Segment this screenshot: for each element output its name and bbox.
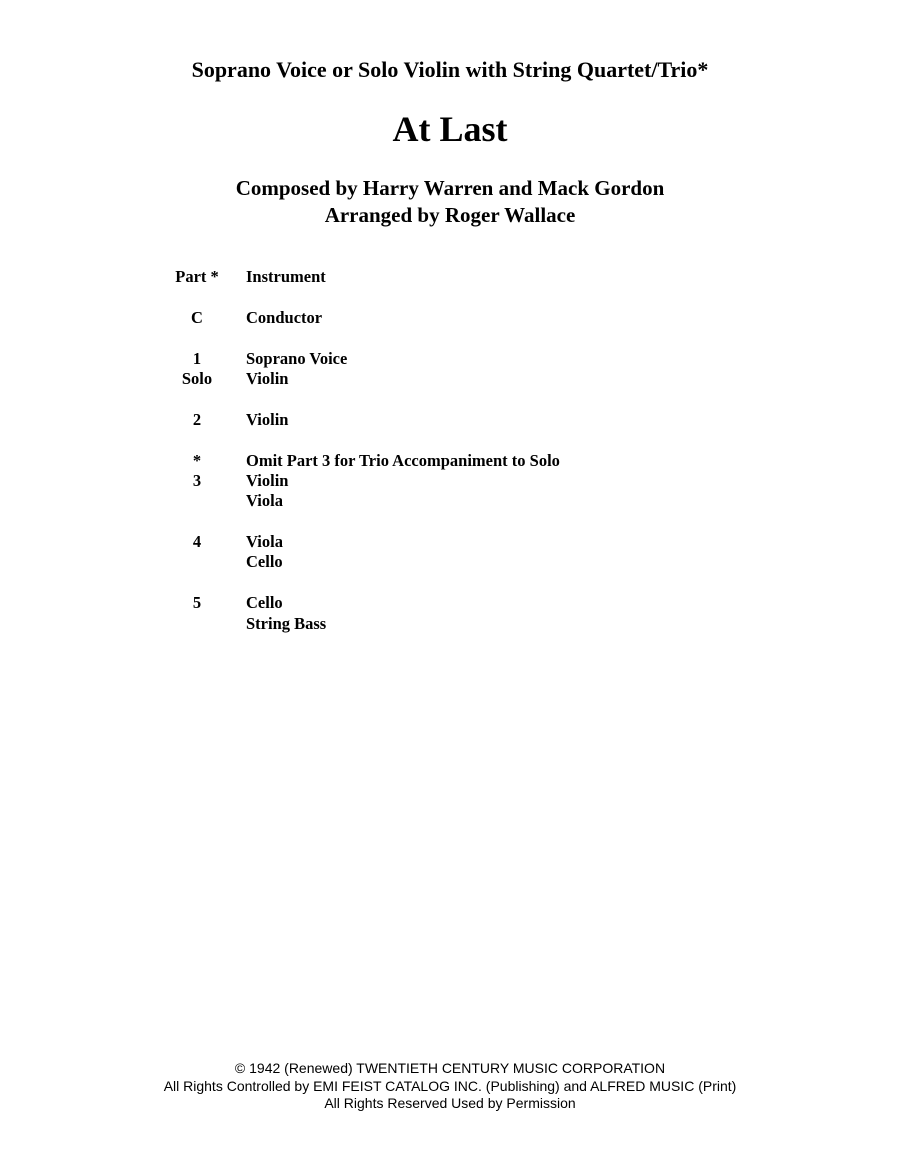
parts-list	[150, 267, 790, 634]
instrument-name: Violin	[246, 409, 289, 429]
instrument-name: Cello	[246, 593, 283, 613]
instrument-name: Omit Part 3 for Trio Accompaniment to Solo	[246, 450, 560, 470]
rights-control-line: All Rights Controlled by EMI FEIST CATALOG INC. (Publishing) and ALFRED MUSIC (Print)	[163, 1077, 737, 1094]
instrument-name: Cello	[246, 552, 283, 572]
parts-row	[150, 471, 790, 491]
parts-row	[150, 451, 790, 471]
parts-row	[150, 308, 790, 328]
copyright-line: © 1942 (Renewed) TWENTIETH CENTURY MUSIC CORPORATION	[234, 1060, 666, 1076]
part-number: 5	[192, 593, 202, 613]
part-number: *	[192, 450, 202, 470]
instrument-name: Soprano Voice	[246, 348, 348, 368]
page-title: At Last	[392, 109, 508, 149]
parts-row	[150, 593, 790, 613]
instrument-name: Viola	[246, 532, 283, 552]
parts-row	[150, 369, 790, 389]
rights-reserved-line: All Rights Reserved Used by Permission	[324, 1095, 576, 1111]
instrument-name: Violin	[246, 470, 289, 490]
composer-credit: Composed by Harry Warren and Mack Gordon	[235, 176, 665, 200]
part-column-header: Part *	[175, 267, 219, 286]
parts-row	[150, 614, 790, 634]
parts-row	[150, 491, 790, 511]
part-number: 3	[192, 470, 202, 490]
part-number: 4	[192, 532, 202, 552]
instrument-name: Violin	[246, 368, 289, 388]
parts-header-row	[150, 267, 790, 287]
instrument-name: Viola	[246, 491, 283, 511]
parts-row	[150, 349, 790, 369]
arranger-credit: Arranged by Roger Wallace	[324, 203, 576, 227]
parts-row	[150, 410, 790, 430]
parts-row	[150, 532, 790, 552]
instrument-column-header: Instrument	[246, 267, 326, 286]
part-number: 1	[192, 348, 202, 368]
copyright-footer	[0, 1060, 900, 1113]
parts-row	[150, 552, 790, 572]
part-number: C	[191, 307, 203, 327]
page-subtitle: Soprano Voice or Solo Violin with String Quartet/Trio*	[191, 57, 709, 82]
instrument-name: Conductor	[246, 307, 323, 327]
instrument-name: String Bass	[246, 613, 327, 633]
part-number: 2	[192, 409, 202, 429]
part-number: Solo	[181, 368, 213, 388]
